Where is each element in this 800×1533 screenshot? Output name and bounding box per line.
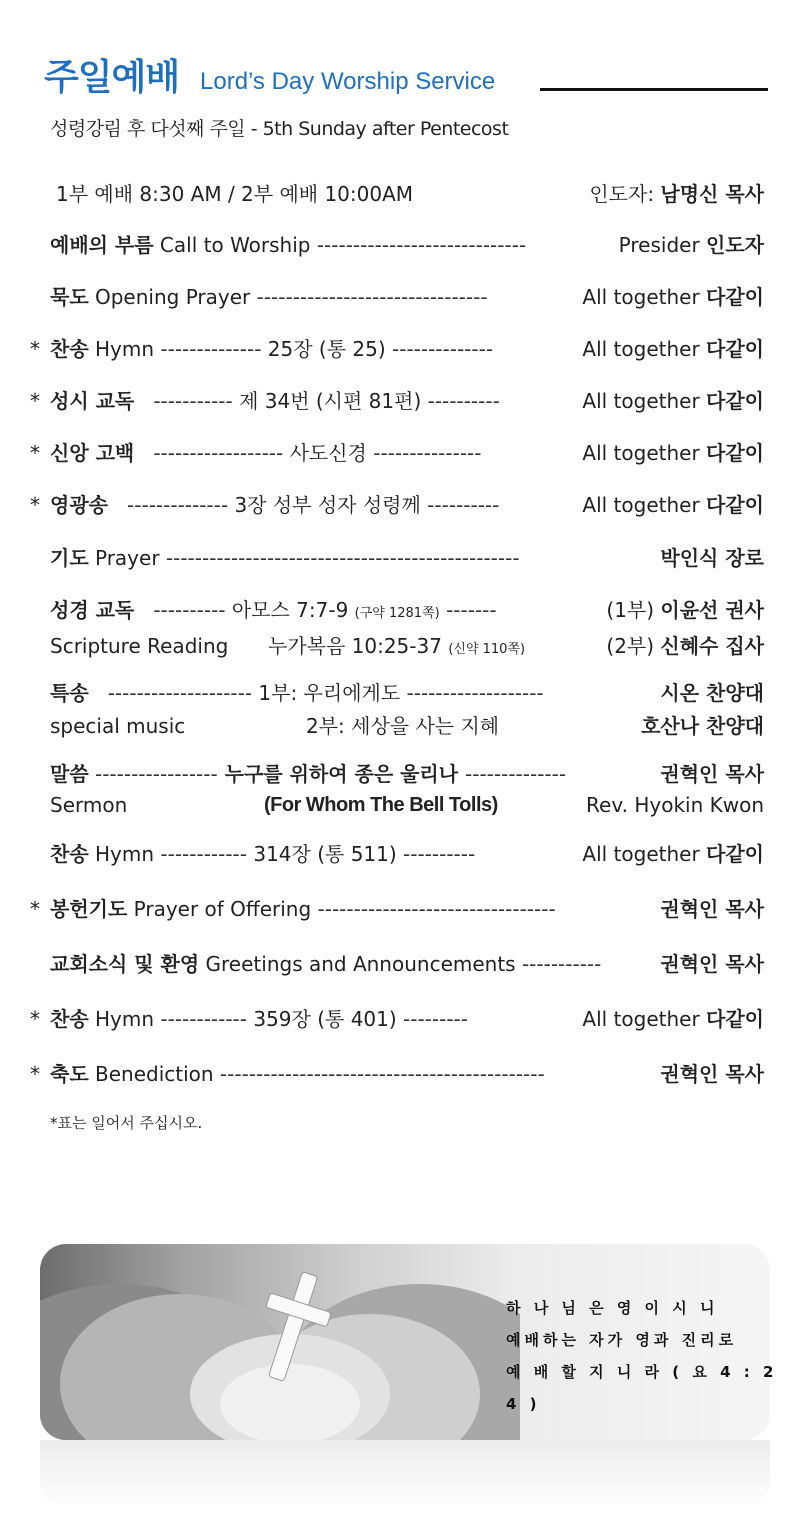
item-title-ko: 영광송 (50, 493, 108, 517)
item-title-ko: 말씀 (50, 762, 89, 786)
scripture-ref-2: 누가복음 10:25-37 (268, 634, 449, 658)
leader (589, 180, 764, 208)
page-title-english: Lord’s Day Worship Service (200, 68, 496, 95)
scripture-verse (506, 1292, 800, 1420)
role-ko: 다같이 (706, 389, 764, 413)
page-subtitle: 성령강림 후 다섯째 주일 - 5th Sunday after Pentecost (50, 118, 509, 140)
title-divider (540, 88, 768, 91)
role-ko: 다같이 (706, 285, 764, 309)
banner-reflection (40, 1440, 770, 1510)
item-title-ko: 특송 (50, 681, 89, 705)
hymn-number: 359장 (통 401) (247, 1007, 404, 1031)
role-ko: 다같이 (706, 441, 764, 465)
item-title-en: Scripture Reading (50, 634, 229, 658)
dash-leader: -------------------- (107, 681, 253, 705)
role-ko: 다같이 (706, 337, 764, 361)
verse-line-2: 예배하는 자가 영과 진리로 (506, 1331, 738, 1349)
item-title-ko: 기도 (50, 546, 89, 570)
hands-cross-image (40, 1244, 520, 1440)
scripture-ref-1: 아모스 7:7-9 (225, 598, 355, 622)
dash-leader: ----------------------------- (316, 233, 527, 257)
role-ko: 다같이 (706, 1007, 764, 1031)
role-ko: 박인식 장로 (660, 546, 764, 570)
role-en: All together (582, 441, 707, 465)
service-times: 1부 예배 8:30 AM / 2부 예배 10:00AM (56, 182, 414, 206)
item-title-en: Greetings and Announcements (199, 952, 522, 976)
role-ko: 인도자 (706, 233, 764, 257)
dash-leader: ------------ (160, 1007, 247, 1031)
header (44, 58, 768, 98)
stand-mark: * (30, 493, 40, 517)
dash-leader: --------------------------------- (317, 897, 556, 921)
role-ko: 권혁인 목사 (660, 897, 764, 921)
role-en: All together (582, 285, 707, 309)
page-title-korean: 주일예배 (44, 57, 180, 98)
sermon-title-ko: 누구를 위하여 종은 울리나 (217, 762, 466, 786)
role-ko: 권혁인 목사 (660, 1062, 764, 1086)
role-en: All together (582, 842, 707, 866)
role-en: All together (582, 337, 707, 361)
dash-leader: ---------- (427, 493, 500, 517)
special-song-1: 1부: 우리에게도 (252, 681, 407, 705)
choir-1: 시온 찬양대 (660, 681, 764, 705)
preacher-en: Rev. Hyokin Kwon (586, 793, 764, 817)
dash-leader: ---------- (427, 389, 500, 413)
gloria-name: 3장 성부 성자 성령께 (228, 493, 428, 517)
preacher-ko: 권혁인 목사 (660, 762, 764, 786)
verse-line-3: 예 배 할 지 니 라 ( 요 4 : 2 4 ) (506, 1363, 778, 1413)
dash-leader: ------------------- (406, 681, 544, 705)
item-title-en: Prayer (88, 546, 166, 570)
role-en: Presider (618, 233, 707, 257)
item-title-en: special music (50, 714, 186, 738)
item-title-ko: 축도 (50, 1062, 89, 1086)
sermon-title-en: (For Whom The Bell Tolls) (264, 794, 498, 816)
service-part-1: (1부) (606, 598, 661, 622)
dash-leader: ----------------- (95, 762, 218, 786)
item-title-en: Prayer of Offering (127, 897, 318, 921)
dash-leader: --------------- (373, 441, 482, 465)
role-en: All together (582, 1007, 707, 1031)
dash-leader: ------- (439, 598, 497, 622)
stand-mark: * (30, 441, 40, 465)
dash-leader: ---------- (153, 598, 226, 622)
choir-2: 호산나 찬양대 (641, 714, 764, 738)
stand-mark: * (30, 1062, 40, 1086)
item-title-ko: 묵도 (50, 285, 89, 309)
dash-leader: --------- (403, 1007, 468, 1031)
role-en: All together (582, 389, 707, 413)
dash-leader: -------------- (465, 762, 567, 786)
service-part-2: (2부) (606, 634, 661, 658)
item-title-ko: 찬송 (50, 1007, 89, 1031)
dash-leader: ----------- (153, 389, 233, 413)
item-title-ko: 신앙 고백 (50, 441, 135, 465)
stand-mark: * (30, 389, 40, 413)
item-title-en: Hymn (88, 842, 161, 866)
reader-2: 신혜수 집사 (660, 634, 764, 658)
standing-note: *표는 일어서 주십시오. (50, 1114, 203, 1132)
item-title-en: Opening Prayer (88, 285, 257, 309)
scripture-page-2: (신약 110쪽) (448, 642, 526, 657)
role-en: All together (582, 493, 707, 517)
stand-mark: * (30, 337, 40, 361)
dash-leader: -------------------------------- (256, 285, 488, 309)
item-title-ko: 봉헌기도 (50, 897, 128, 921)
dash-leader: --------------------------------------------- (219, 1062, 545, 1086)
item-title-ko: 찬송 (50, 842, 89, 866)
item-title-en: Hymn (88, 1007, 161, 1031)
role-ko: 다같이 (706, 493, 764, 517)
stand-mark: * (30, 1007, 40, 1031)
item-title-en: Hymn (88, 337, 161, 361)
special-song-2: 2부: 세상을 사는 지혜 (306, 714, 500, 738)
dash-leader: ------------------ (153, 441, 284, 465)
hymn-number: 314장 (통 511) (247, 842, 404, 866)
role-ko: 권혁인 목사 (660, 952, 764, 976)
dash-leader: -------------- (127, 493, 229, 517)
leader-label: 인도자: (589, 182, 661, 206)
scripture-page-1: (구약 1281쪽) (354, 606, 440, 621)
leader-name: 남명신 목사 (660, 182, 764, 206)
dash-leader: ----------- (521, 952, 602, 976)
role-ko: 다같이 (706, 842, 764, 866)
item-title-en: Benediction (88, 1062, 220, 1086)
item-title-en: Call to Worship (153, 233, 317, 257)
item-title-en: Sermon (50, 793, 128, 817)
creed-name: 사도신경 (283, 441, 374, 465)
item-title-ko: 예배의 부름 (50, 233, 154, 257)
item-title-ko: 성시 교독 (50, 389, 135, 413)
item-title-ko: 성경 교독 (50, 598, 135, 622)
verse-line-1: 하 나 님 은 영 이 시 니 (506, 1299, 719, 1317)
dash-leader: ------------------------------------------------- (165, 546, 520, 570)
dash-leader: -------------- (160, 337, 262, 361)
dash-leader: -------------- (392, 337, 494, 361)
reader-1: 이윤선 권사 (660, 598, 764, 622)
dash-leader: ---------- (403, 842, 476, 866)
stand-mark: * (30, 897, 40, 921)
dash-leader: ------------ (160, 842, 247, 866)
hymn-number: 25장 (통 25) (261, 337, 393, 361)
item-title-ko: 찬송 (50, 337, 89, 361)
item-title-ko: 교회소식 및 환영 (50, 952, 200, 976)
psalm-number: 제 34번 (시편 81편) (232, 389, 428, 413)
